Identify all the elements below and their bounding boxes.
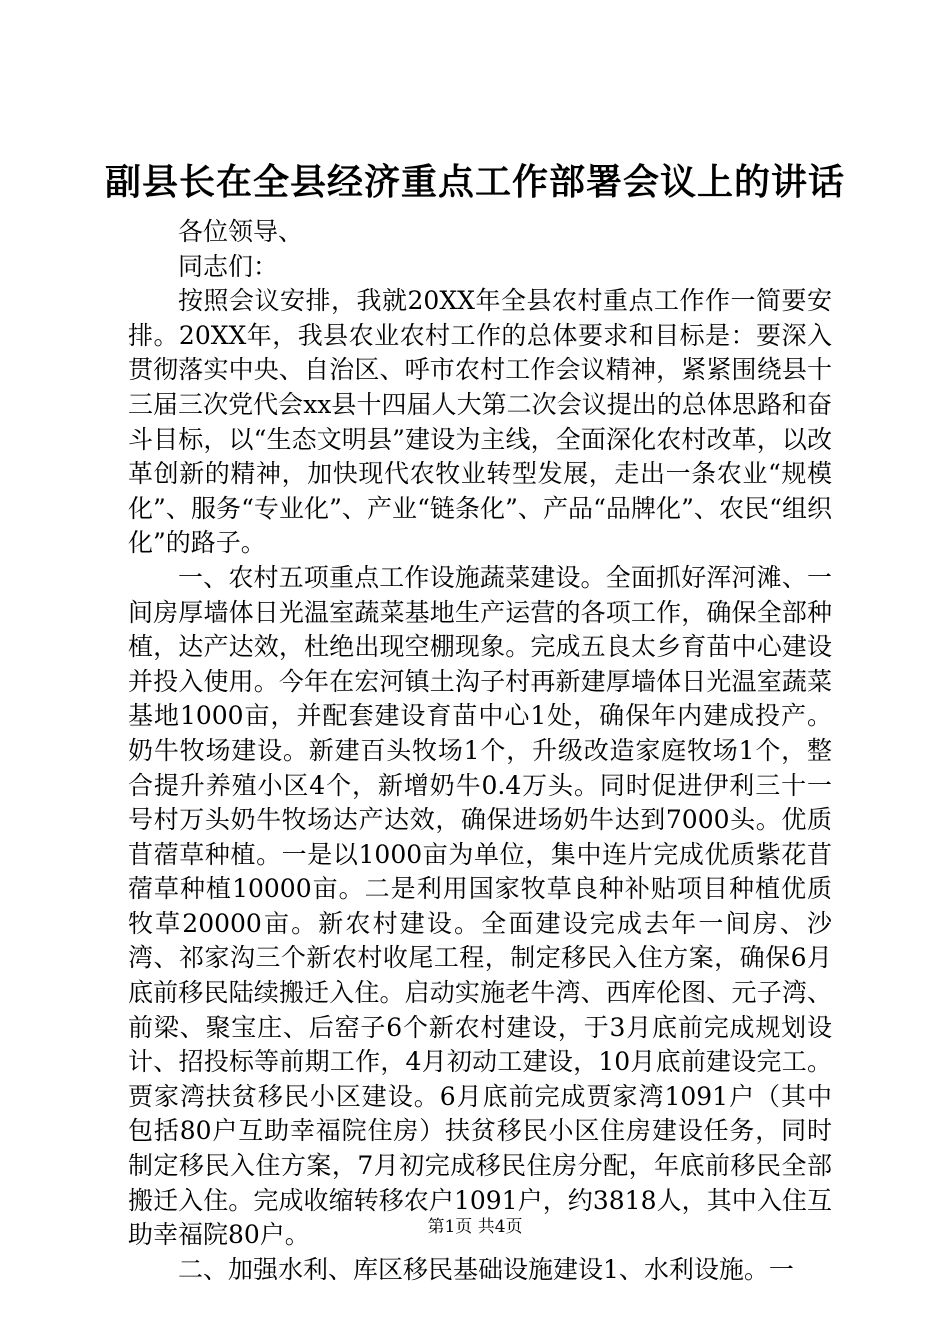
body-paragraph: 二、加强水利、库区移民基础设施建设1、水利设施。一 <box>178 1254 794 1284</box>
page-footer <box>0 1215 950 1239</box>
body-paragraph: 一、农村五项重点工作设施蔬菜建设。全面抓好浑河滩、一间房厚墙体日光温室蔬菜基地生产运营的各项工作，确保全部种植，达产达效，杜绝出现空棚现象。完成五良太乡育苗中心建设并投入使用。今年在宏河镇土沟子村再新建厚墙体日光温室蔬菜基地1000亩，并配套建设育苗中心1处，确保年内建成投产。奶牛牧场建设。新建百头牧场1个，升级改造家庭牧场1个，整合提升养殖小区4个，新增奶牛0.4万头。同时促进伊利三十一号村万头奶牛牧场达产达效，确保进场奶牛达到7000头。优质苜蓿草种植。一是以1000亩为单位，集中连片完成优质紫花苜蓿草种植10000亩。二是利用国家牧草良种补贴项目种植优质牧草20000亩。新农村建设。全面建设完成去年一间房、沙湾、祁家沟三个新农村收尾工程，制定移民入住方案，确保6月底前移民陆续搬迁入住。启动实施老牛湾、西库伦图、元子湾、前梁、聚宝庄、后窑子6个新农村建设，于3月底前完成规划设计、招投标等前期工作，4月初动工建设，10月底前建设完工。贾家湾扶贫移民小区建设。6月底前完成贾家湾1091户（其中包括80户互助幸福院住房）扶贫移民小区住房建设任务，同时制定移民入住方案，7月初完成移民住房分配，年底前移民全部搬迁入住。完成收缩转移农户1091户，约3818人，其中入住互助幸福院80户。 <box>128 562 832 1250</box>
document-title: 副县长在全县经济重点工作部署会议上的讲话 <box>104 161 845 203</box>
page-indicator: 第1页 共4页 <box>427 1217 523 1237</box>
salutation-line: 各位领导、 <box>178 217 304 246</box>
salutation-line: 同志们： <box>178 251 279 281</box>
body-paragraph: 按照会议安排，我就20XX年全县农村重点工作作一简要安排。20XX年，我县农业农村工作的总体要求和目标是：要深入贯彻落实中央、自治区、呼市农村工作会议精神，紧紧围绕县十三届三次党代会xx县十四届人大第二次会议提出的总体思路和奋斗目标，以“生态文明县”建设为主线，全面深化农村改革，以改革创新的精神，加快现代农牧业转型发展，走出一条农业“规模化”、服务“专业化”、产业“链条化”、产品“品牌化”、农民“组织化”的路子。 <box>128 286 832 558</box>
document-body <box>128 215 832 1287</box>
